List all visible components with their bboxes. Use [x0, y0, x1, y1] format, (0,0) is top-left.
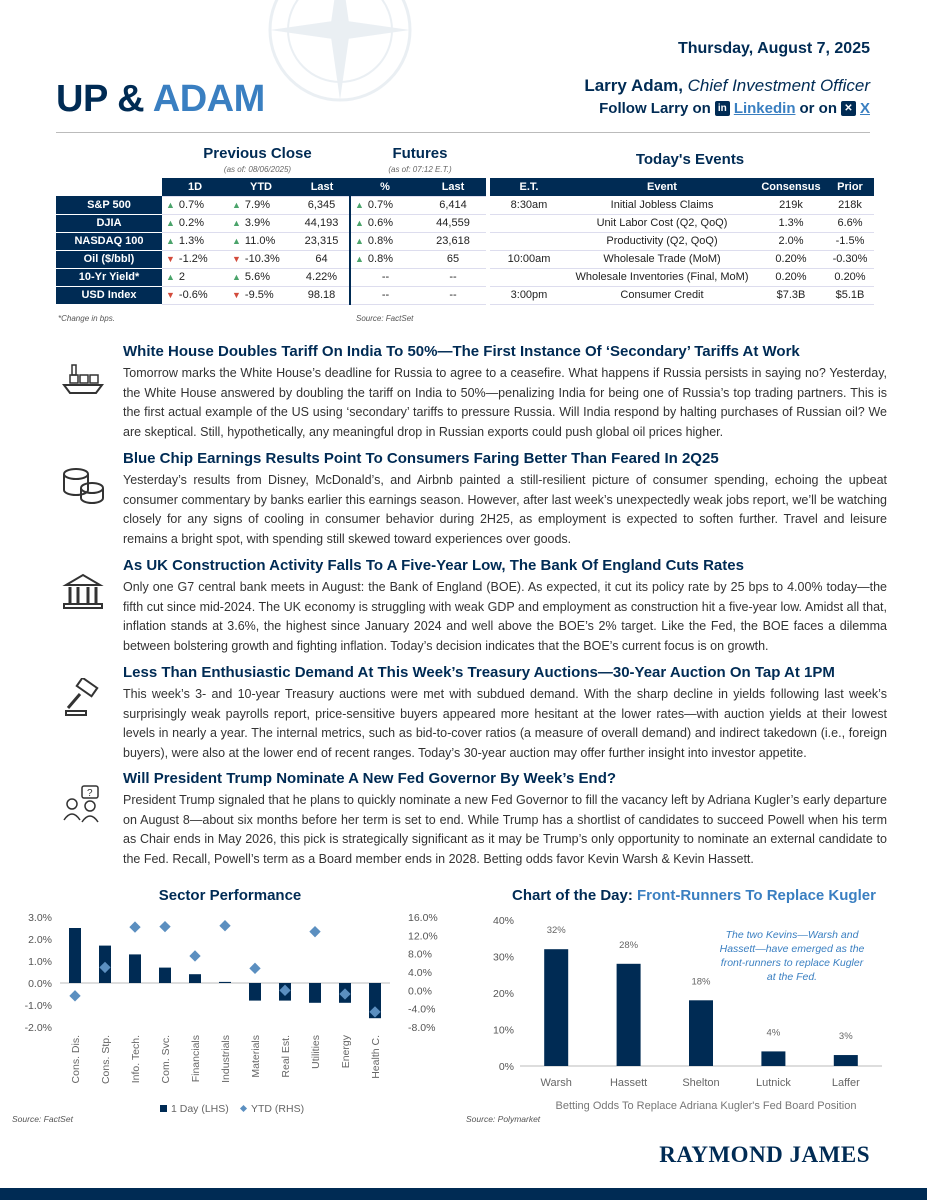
data-label: 32% — [546, 925, 566, 937]
futures-last: 65 — [420, 250, 486, 268]
article-body: Only one G7 central bank meets in August: the Bank of England (BOE). As expected, it cut its policy rate by 25 bps to 4.00% today—the fifth cut since mid-2024. The UK economy is struggling with weak GDP and employment as construction hit a five-year low. Amidst all that, inflation stands at 3.6%, the highest since January 2024 and well above the BOE’s 2% target. Like the Fed, the BOE faces a dilemma between bolstering growth and fighting inflation. Today’s decision indicates that the BOE’s current focus is on growth. — [123, 580, 887, 653]
article-body: This week’s 3- and 10-year Treasury auctions were met with subdued demand. With the sharp decline in yields following last week’s surprisingly weak payrolls report, price-sensitive buyers appeared more hesitant at the lower rates—with auction yields at their lowest levels in nearly a year. The internal metrics, such as bid-to-cover ratios (a measure of overall demand) and indirect takedown (i.e., foreign buyers), were also at the lower end of recent ranges. Today’s 30-year auction may offer further insight into investor appetite. — [123, 687, 887, 760]
futures-last: 6,414 — [420, 196, 486, 214]
legend-bar-label: 1 Day (LHS) — [171, 1103, 229, 1115]
linkedin-link[interactable]: Linkedin — [733, 100, 796, 117]
change-ytd: ▼ -10.3% — [228, 250, 294, 268]
cod-chart-title: Chart of the Day: Front-Runners To Replace Kugler — [512, 887, 876, 904]
author-line: Larry Adam, Chief Investment Officer — [584, 76, 870, 95]
event-row: 10:00am Wholesale Trade (MoM) 0.20% -0.30% — [490, 250, 874, 268]
odds-bar — [544, 949, 568, 1066]
sector-bar — [69, 928, 81, 983]
sector-bar — [219, 982, 231, 983]
futures-pct: ▲ 0.7% — [350, 196, 420, 214]
last-value: 4.22% — [294, 268, 350, 286]
follow-line: Follow Larry on in Linkedin or on ✕ X — [599, 100, 870, 117]
last-value: 64 — [294, 250, 350, 268]
market-row: Oil ($/bbl) ▼ -1.2% ▼ -10.3% 64 ▲ 0.8% 65 — [56, 250, 486, 268]
sector-label: Utilities — [310, 1035, 322, 1069]
legend-marker-label: YTD (RHS) — [251, 1103, 305, 1115]
sector-label: Cons. Dis. — [70, 1035, 82, 1084]
article-title: Will President Trump Nominate A New Fed Governor By Week’s End? — [123, 770, 617, 787]
odds-bar — [617, 964, 641, 1066]
front-runners-chart — [470, 905, 890, 1115]
odds-bar — [834, 1055, 858, 1066]
sector-label: Industrials — [220, 1035, 232, 1083]
sector-label: Health C. — [370, 1035, 382, 1079]
right-tick: 16.0% — [408, 912, 438, 924]
header-divider — [56, 132, 870, 133]
category-label: Hassett — [609, 1077, 648, 1089]
futures-title: Futures — [392, 145, 448, 162]
market-row: 10-Yr Yield* ▲ 2 ▲ 5.6% 4.22% -- -- — [56, 268, 486, 286]
markets-source: Source: FactSet — [356, 314, 414, 323]
change-1d: ▲ 0.7% — [162, 196, 228, 214]
ytd-marker — [129, 921, 140, 932]
ship-icon — [60, 357, 106, 397]
left-tick: 1.0% — [28, 956, 52, 968]
change-ytd: ▲ 11.0% — [228, 232, 294, 250]
change-ytd: ▲ 7.9% — [228, 196, 294, 214]
futures-last: -- — [420, 286, 486, 304]
market-row: DJIA ▲ 0.2% ▲ 3.9% 44,193 ▲ 0.6% 44,559 — [56, 214, 486, 232]
event-row: Productivity (Q2, QoQ) 2.0% -1.5% — [490, 232, 874, 250]
left-tick: -2.0% — [24, 1022, 52, 1034]
article-body: Tomorrow marks the White House’s deadline for Russia to agree to a ceasefire. What happens if Russia persists in saying no? Yesterday, the White House answered by doubling the tariff on India to 50%—penalizing India for being one of Russia’s top trading partners. This is the first actual example of the US using ‘secondary’ tariffs to pressure Russia. Will India respond by halting purchases of Russian oil? We are skeptical. Still, hypothetically, any meaningful drop in Russian exports could push global oil prices higher. — [123, 366, 887, 439]
article-title: Less Than Enthusiastic Demand At This Week’s Treasury Auctions—30-Year Auction On Tap At 1PM — [123, 664, 835, 681]
left-tick: 3.0% — [28, 912, 52, 924]
brand-title: UP & ADAM — [56, 78, 265, 120]
footer-bar — [0, 1188, 927, 1200]
category-label: Lutnick — [755, 1077, 791, 1089]
article-title: Blue Chip Earnings Results Point To Consumers Faring Better Than Feared In 2Q25 — [123, 450, 719, 467]
futures-pct: ▲ 0.8% — [350, 250, 420, 268]
last-value: 6,345 — [294, 196, 350, 214]
svg-text:?: ? — [87, 788, 93, 799]
ytd-marker — [189, 950, 200, 961]
legend-marker-swatch — [240, 1105, 247, 1112]
sector-label: Financials — [190, 1035, 202, 1083]
category-label: Shelton — [682, 1077, 720, 1089]
ytd-marker — [69, 990, 80, 1001]
article-body: Yesterday’s results from Disney, McDonald’s, and Airbnb painted a still-resilient picture of consumer spending, echoing the upbeat consumer commentary by banks earlier this earnings season. However, after last week’s unexpectedly weak jobs report, we’ll be watching closely for any signs of cooling in consumer behavior during 2H25, as employment is expected to soften further. Travel and leisure remains a bright spot, with spending still skewed toward experiences over goods. — [123, 473, 887, 546]
ytd-marker — [219, 920, 230, 931]
market-row: NASDAQ 100 ▲ 1.3% ▲ 11.0% 23,315 ▲ 0.8% 23,618 — [56, 232, 486, 250]
sector-label: Cons. Stp. — [100, 1035, 112, 1085]
left-tick: -1.0% — [24, 1000, 52, 1012]
market-row: USD Index ▼ -0.6% ▼ -9.5% 98.18 -- -- — [56, 286, 486, 304]
sector-label: Materials — [250, 1035, 262, 1078]
right-tick: 4.0% — [408, 967, 432, 979]
right-tick: 8.0% — [408, 948, 432, 961]
events-title: Today's Events — [635, 151, 745, 168]
x-axis-label: Betting Odds To Replace Adriana Kugler's Fed Board Position — [555, 1100, 857, 1112]
markets-table: 1D YTD Last % Last S&P 500 ▲ 0.7% ▲ 7.9% 6,345 ▲ 0.7% 6,414 DJIA ▲ 0.2% ▲ 3.9% 44,193 ▲ 0.6% 44,559 NASDAQ 100 ▲ 1.3% ▲ 11.0% 23,315 ▲ 0.8% 23,618 Oil ($/bbl) ▼ -1.2% ▼ -10.3% 64 ▲ 0.8% 65 10-Yr Yield* ▲ 2 ▲ 5.6% 4.22% -- -- USD Index ▼ -0.6% ▼ -9.5% 98.18 -- -- — [56, 178, 486, 305]
change-1d: ▲ 1.3% — [162, 232, 228, 250]
bps-note: *Change in bps. — [58, 314, 115, 323]
futures-last: -- — [420, 268, 486, 286]
data-label: 28% — [619, 939, 639, 951]
futures-pct: -- — [350, 286, 420, 304]
market-row: S&P 500 ▲ 0.7% ▲ 7.9% 6,345 ▲ 0.7% 6,414 — [56, 196, 486, 214]
futures-pct: ▲ 0.8% — [350, 232, 420, 250]
article — [123, 664, 887, 763]
left-tick: 2.0% — [28, 934, 52, 946]
y-tick: 30% — [492, 951, 514, 964]
last-value: 98.18 — [294, 286, 350, 304]
sector-label: Com. Svc. — [160, 1035, 172, 1084]
sector-bar — [159, 968, 171, 983]
data-label: 18% — [691, 976, 711, 988]
events-table: E.T. Event Consensus Prior 8:30am Initial Jobless Claims 219k 218k Unit Labor Cost (Q2, QoQ) 1.3% 6.6% Productivity (Q2, QoQ) 2.0% -1.5% 10:00am Wholesale Trade (MoM) 0.20% -0.30% Wholesale Inventories (Final, MoM) 0.20% 0.20% 3:00pm Consumer Credit $7.3B $5.1B — [490, 178, 874, 305]
odds-bar — [689, 1000, 713, 1066]
change-ytd: ▼ -9.5% — [228, 286, 294, 304]
change-ytd: ▲ 3.9% — [228, 214, 294, 232]
sector-chart-title: Sector Performance — [158, 887, 302, 904]
category-label: Laffer — [831, 1077, 860, 1089]
sector-label: Energy — [340, 1035, 352, 1069]
report-date: Thursday, August 7, 2025 — [677, 40, 870, 57]
sector-performance-chart — [0, 905, 450, 1120]
article-body: President Trump signaled that he plans to quickly nominate a new Fed Governor to fill the vacancy left by Adriana Kugler’s early departure on August 8—about six months before her term is set to end. While Trump has a shortlist of candidates to succeed Powell when his term as Chair ends in May 2026, this pick is strategically significant as it may be Trump’s only opportunity to nominate an external candidate to the Fed. Recall, Powell’s term as a Board member ends in 2028. Betting odds favor Kevin Warsh & Kevin Hassett. — [123, 793, 887, 866]
article-title: White House Doubles Tariff On India To 50%—The First Instance Of ‘Secondary’ Tariffs At Work — [123, 343, 800, 360]
sector-bar — [249, 983, 261, 1001]
prev-close-title: Previous Close — [203, 145, 312, 162]
data-label: 4% — [766, 1027, 781, 1039]
futures-asof: (as of: 07:12 E.T.) — [388, 165, 452, 174]
right-tick: -4.0% — [408, 1003, 436, 1016]
futures-last: 23,618 — [420, 232, 486, 250]
article — [123, 770, 887, 869]
people-question-icon — [60, 784, 106, 824]
futures-pct: -- — [350, 268, 420, 286]
ytd-marker — [249, 963, 260, 974]
futures-last: 44,559 — [420, 214, 486, 232]
last-value: 44,193 — [294, 214, 350, 232]
sector-bar — [309, 983, 321, 1003]
chart-annotation: The two Kevins—Warsh and Hassett—have emerged as the front-runners to replace Kugler at the Fed. — [719, 929, 865, 983]
sector-label: Real Est. — [280, 1035, 292, 1078]
prev-close-asof: (as of: 08/06/2025) — [223, 165, 292, 174]
x-link[interactable]: X — [859, 100, 870, 117]
x-icon: ✕ — [841, 101, 856, 116]
category-label: Warsh — [540, 1077, 572, 1089]
legend-bar-swatch — [160, 1105, 167, 1112]
change-ytd: ▲ 5.6% — [228, 268, 294, 286]
sector-source: Source: FactSet — [12, 1114, 73, 1124]
change-1d: ▲ 0.2% — [162, 214, 228, 232]
futures-pct: ▲ 0.6% — [350, 214, 420, 232]
article-title: As UK Construction Activity Falls To A Five-Year Low, The Bank Of England Cuts Rates — [123, 557, 744, 574]
article — [123, 343, 887, 442]
change-1d: ▼ -1.2% — [162, 250, 228, 268]
raymond-james-logo: RAYMOND JAMES — [659, 1142, 870, 1167]
last-value: 23,315 — [294, 232, 350, 250]
event-row: 8:30am Initial Jobless Claims 219k 218k — [490, 196, 874, 214]
sector-bar — [189, 974, 201, 983]
right-tick: 0.0% — [408, 985, 432, 998]
article — [123, 557, 887, 656]
sector-label: Info. Tech. — [130, 1035, 142, 1084]
y-tick: 20% — [492, 988, 514, 1000]
odds-bar — [761, 1051, 785, 1066]
ytd-marker — [159, 921, 170, 932]
article — [123, 450, 887, 549]
cod-source: Source: Polymarket — [466, 1114, 541, 1124]
change-1d: ▼ -0.6% — [162, 286, 228, 304]
change-1d: ▲ 2 — [162, 268, 228, 286]
data-label: 3% — [838, 1031, 853, 1043]
left-tick: 0.0% — [28, 978, 52, 990]
right-tick: 12.0% — [408, 930, 438, 943]
event-row: Unit Labor Cost (Q2, QoQ) 1.3% 6.6% — [490, 214, 874, 232]
sector-bar — [129, 954, 141, 983]
y-tick: 10% — [492, 1024, 514, 1037]
event-row: Wholesale Inventories (Final, MoM) 0.20% 0.20% — [490, 268, 874, 286]
event-row: 3:00pm Consumer Credit $7.3B $5.1B — [490, 286, 874, 304]
bank-icon — [60, 571, 106, 611]
gavel-icon — [60, 678, 106, 718]
linkedin-icon: in — [715, 101, 730, 116]
ytd-marker — [309, 926, 320, 937]
y-tick: 0% — [498, 1061, 514, 1073]
coins-icon — [60, 464, 106, 504]
right-tick: -8.0% — [408, 1022, 436, 1034]
y-tick: 40% — [492, 915, 514, 927]
